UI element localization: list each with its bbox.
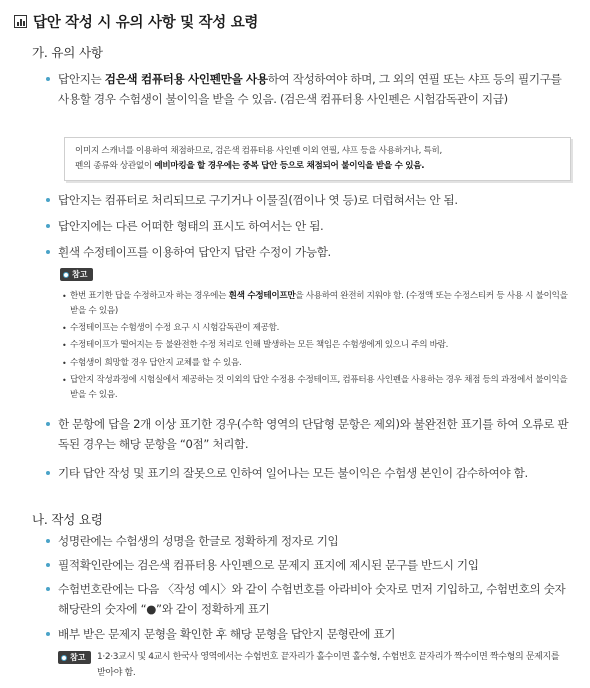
guide-handwriting-field: 필적확인란에는 검은색 컴퓨터용 사인펜으로 문제지 표지에 제시된 문구를 반드시 기입: [58, 555, 570, 575]
guide-exam-number: 수험번호란에는 다음 〈작성 예시〉와 같이 수험번호를 아라비아 숫자로 먼저 기입하고, 수험번호의 숫자 해당란의 숫자에 “●”와 같이 정확하게 표기: [58, 579, 570, 619]
reference-note: • 답안지 작성과정에 시험실에서 제공하는 것 이외의 답안 수정용 수정테이프, 컴퓨터용 사인펜을 사용하는 경우 채점 등의 과정에서 불이익을 받을 수 있음.: [70, 373, 570, 403]
reference-note-final: 1·2·3교시 및 4교시 한국사 영역에서는 수험번호 끝자리가 홀수이면 홀수형, 수험번호 끝자리가 짝수이면 짝수형의 문제지를 받아야 함.: [97, 652, 560, 678]
reference-note: [70, 289, 570, 319]
chart-bar-icon: [14, 15, 27, 28]
notice-no-crumple: 답안지는 컴퓨터로 처리되므로 구기거나 이물질(껌이나 엿 등)로 더럽혀서는 안 됨.: [58, 190, 570, 210]
notice-correction-tape: 흰색 수정테이프를 이용하여 답안지 답란 수정이 가능함.: [58, 242, 570, 262]
section-a-heading: 가. 유의 사항: [32, 45, 103, 60]
text-bold: 흰색 수정테이프만: [228, 291, 296, 301]
reference-badge: [58, 651, 91, 664]
guide-paper-type: 배부 받은 문제지 문형을 확인한 후 해당 문형을 답안지 문형란에 표기: [58, 624, 570, 644]
notice-sign-pen: [58, 69, 570, 109]
badge-label: 참고: [72, 270, 88, 279]
page-title-text: 답안 작성 시 유의 사항 및 작성 요령: [33, 14, 259, 31]
text: 답안지는: [58, 72, 105, 86]
guide-name-field: 성명란에는 수험생의 성명을 한글로 정확하게 정자로 기입: [58, 531, 570, 551]
reference-note: • 수정테이프는 수험생이 수정 요구 시 시험감독관이 제공함.: [70, 321, 570, 336]
circle-icon: [61, 655, 67, 661]
box-line-1: 이미지 스캐너를 이용하여 채점하므로, 검은색 컴퓨터용 사인펜 이외 연필, 샤프 등을 사용하거나, 특히,: [75, 146, 442, 156]
text: 한번 표기한 답을 수정하고자 하는 경우에는: [70, 291, 229, 301]
section-b-heading: 나. 작성 요령: [32, 512, 103, 527]
text: 펜의 종류와 상관없이: [75, 161, 155, 171]
circle-icon: [63, 272, 69, 278]
box-line-2: [75, 159, 560, 174]
reference-note: • 수험생이 희망할 경우 답안지 교체를 할 수 있음.: [70, 356, 570, 371]
scanner-warning-box: [64, 137, 571, 181]
badge-label: 참고: [70, 653, 86, 662]
text: 을 사용하여 완전히 지워야 함. (수정액 또는 수정스티커 등 사용 시 불이익을 받을 수 있음): [70, 291, 568, 316]
notice-responsibility: 기타 답안 작성 및 표기의 잘못으로 인하여 일어나는 모든 불이익은 수험생 본인이 감수하여야 함.: [58, 463, 570, 483]
text-bold: 검은색 컴퓨터용 사인펜만을 사용: [104, 72, 268, 86]
page-title: [14, 10, 258, 32]
text: 하여 작성하여야 하며, 그 외의 연필 또는 샤프 등의 필기구를 사용할 경우 수험생이 불이익을 받을 수 있음. (검은색 컴퓨터용 사인펜은 시험감독관이 지급): [58, 72, 562, 106]
notice-double-marking: 한 문항에 답을 2개 이상 표기한 경우(수학 영역의 단답형 문항은 제외)와 불완전한 표기를 하여 오류로 판독된 경우는 해당 문항을 “0점” 처리함.: [58, 414, 570, 454]
notice-no-marks: 답안지에는 다른 어떠한 형태의 표시도 하여서는 안 됨.: [58, 216, 570, 236]
text-bold: 예비마킹을 할 경우에는 중복 답안 등으로 채점되어 불이익을 받을 수 있음.: [154, 161, 425, 171]
reference-badge: [60, 268, 93, 281]
reference-note: • 수정테이프가 떨어지는 등 불완전한 수정 처리로 인해 발생하는 모든 책임은 수험생에게 있으니 주의 바람.: [70, 338, 570, 353]
